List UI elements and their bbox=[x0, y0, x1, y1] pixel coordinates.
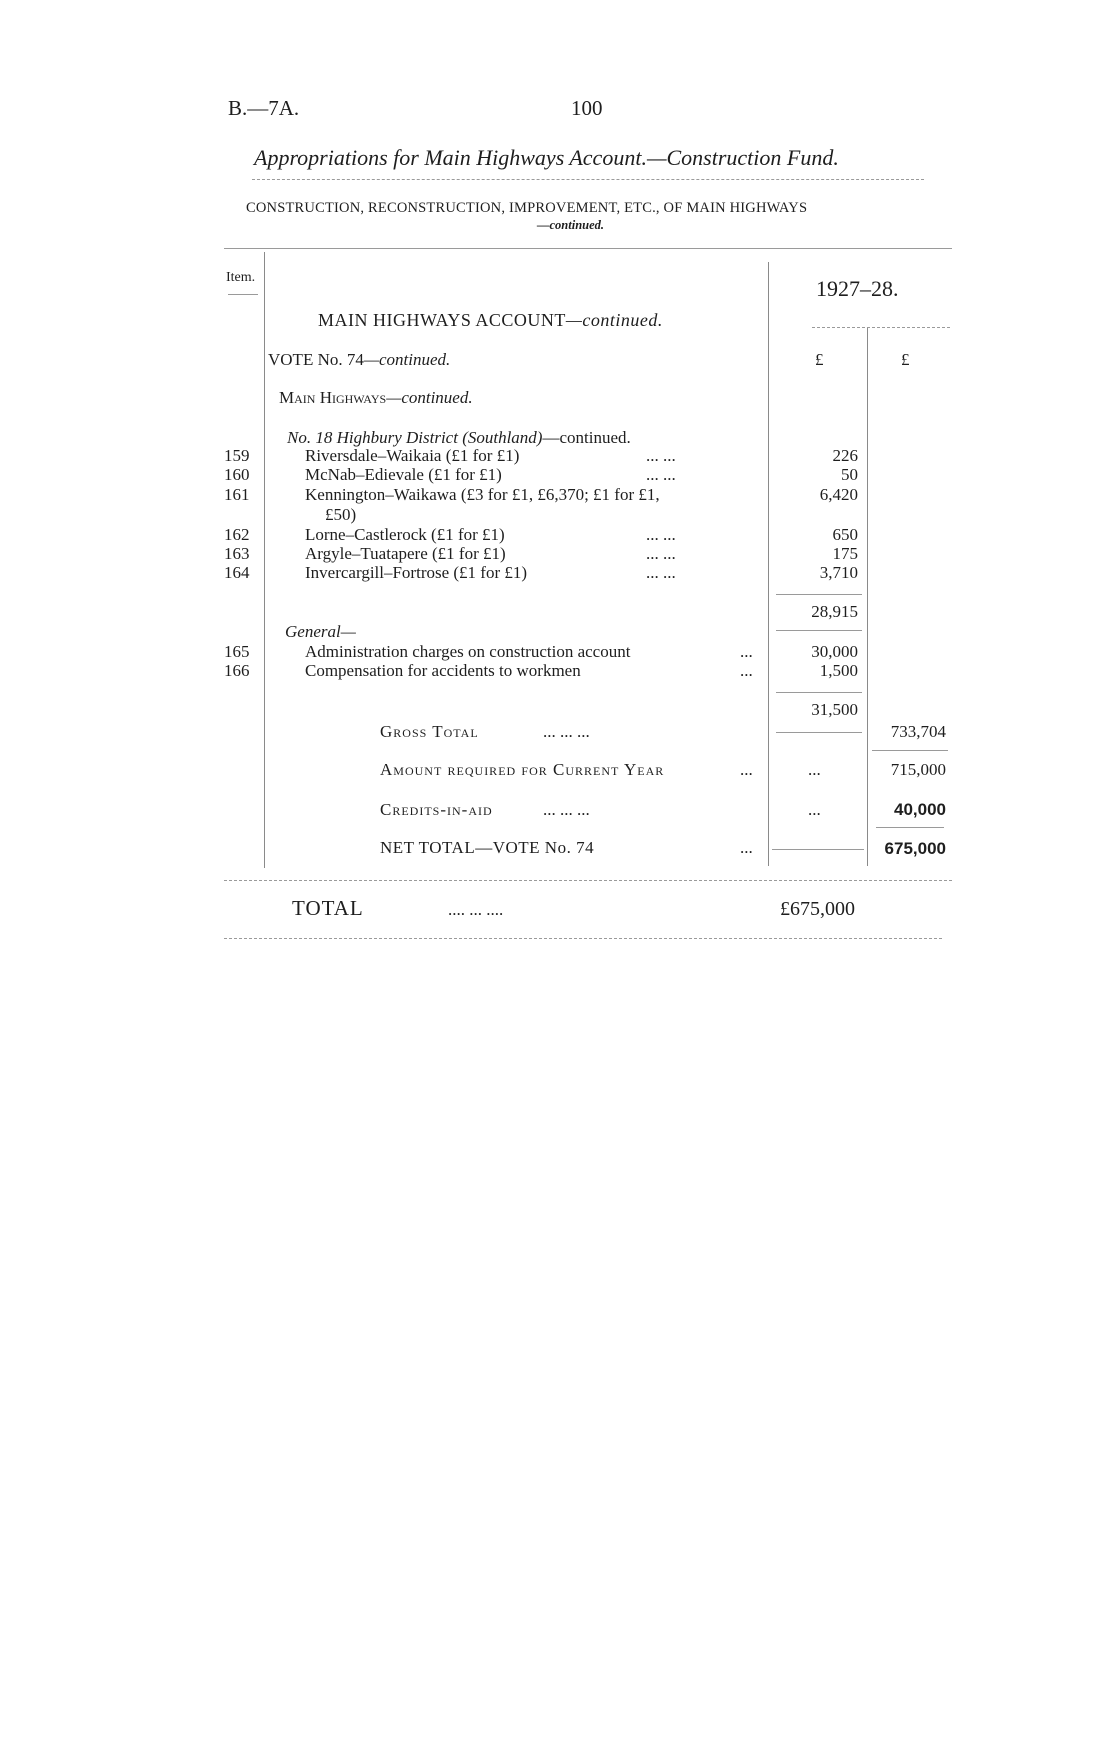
leader-dots: ... ... bbox=[646, 544, 676, 563]
district-heading-label: No. 18 Highbury District (Southland) bbox=[287, 428, 543, 447]
item-description: McNab–Edievale (£1 for £1) bbox=[305, 465, 502, 484]
item-number: 161 bbox=[224, 485, 250, 504]
subtotal-rule bbox=[776, 630, 862, 631]
account-heading-continued: —continued. bbox=[565, 310, 663, 330]
amount-required-col1: ... bbox=[808, 760, 821, 779]
leader-dots: ... ... bbox=[646, 525, 676, 544]
amount-required-value: 715,000 bbox=[890, 760, 946, 779]
account-heading bbox=[318, 310, 663, 331]
item-number: 165 bbox=[224, 642, 250, 661]
item-column-header: Item. bbox=[226, 270, 256, 285]
item-description: Compensation for accidents to workmen bbox=[305, 661, 581, 680]
col1-unit: £ bbox=[815, 350, 824, 369]
item-amount: 3,710 bbox=[819, 563, 858, 582]
vote-heading-label: VOTE No. 74 bbox=[268, 350, 364, 369]
leader-dots: ... ... ... bbox=[543, 722, 590, 741]
district-heading-continued: —continued. bbox=[542, 428, 631, 447]
section-heading bbox=[279, 388, 473, 408]
leader-dots: ... ... bbox=[646, 446, 676, 465]
item-description: Invercargill–Fortrose (£1 for £1) bbox=[305, 563, 528, 582]
year-column-header: 1927–28. bbox=[816, 276, 899, 301]
vote-heading-continued: —continued. bbox=[363, 350, 451, 369]
section-heading-continued: —continued. bbox=[386, 388, 473, 407]
subtotal-rule bbox=[776, 732, 862, 733]
total-value: £675,000 bbox=[780, 898, 855, 920]
item-number: 159 bbox=[224, 446, 250, 465]
net-total-value: 675,000 bbox=[884, 839, 946, 858]
item-amount: 30,000 bbox=[811, 642, 858, 661]
leader-dots: ... ... ... bbox=[543, 800, 590, 819]
item-description: Lorne–Castlerock (£1 for £1) bbox=[305, 525, 505, 544]
item-column-divider bbox=[264, 252, 265, 868]
total-bottom-rule bbox=[224, 938, 942, 939]
leader-dots: ... bbox=[740, 838, 753, 857]
vote-heading bbox=[268, 350, 450, 370]
total-leader-dots: .... ... .... bbox=[448, 900, 504, 919]
credits-in-aid-value: 40,000 bbox=[894, 800, 946, 819]
item-number: 166 bbox=[224, 661, 250, 680]
item-description: Administration charges on construction account bbox=[305, 642, 631, 661]
total-label: TOTAL bbox=[292, 896, 364, 920]
leader-dots: ... ... bbox=[646, 465, 676, 484]
item-amount: 50 bbox=[841, 465, 858, 484]
general-heading: General— bbox=[285, 622, 356, 641]
item-number: 164 bbox=[224, 563, 250, 582]
item-amount: 1,500 bbox=[819, 661, 858, 680]
page-number: 100 bbox=[571, 96, 603, 120]
page-title: Appropriations for Main Highways Account.—Construction Fund. bbox=[254, 145, 839, 170]
gross-total-value: 733,704 bbox=[890, 722, 946, 741]
credits-in-aid-col1: ... bbox=[808, 800, 821, 819]
item-description: Riversdale–Waikaia (£1 for £1) bbox=[305, 446, 520, 465]
total-rule bbox=[872, 750, 948, 751]
leader-dots: ... bbox=[740, 642, 753, 661]
table-bottom-rule bbox=[224, 880, 952, 881]
amount-column-divider bbox=[867, 328, 868, 866]
leader-dots: ... bbox=[740, 661, 753, 680]
item-header-rule bbox=[228, 294, 258, 295]
year-header-rule bbox=[812, 327, 950, 328]
credits-in-aid-label: Credits-in-aid bbox=[380, 800, 493, 819]
item-number: 163 bbox=[224, 544, 250, 563]
leader-dots: ... ... bbox=[646, 563, 676, 582]
general-subtotal: 31,500 bbox=[811, 700, 858, 719]
item-amount: 6,420 bbox=[819, 485, 858, 504]
title-rule bbox=[252, 179, 924, 180]
item-number: 162 bbox=[224, 525, 250, 544]
account-heading-label: MAIN HIGHWAYS ACCOUNT bbox=[318, 310, 566, 330]
net-total-label: NET TOTAL—VOTE No. 74 bbox=[380, 838, 595, 857]
subtotal-rule bbox=[776, 692, 862, 693]
item-amount: 226 bbox=[832, 446, 858, 465]
document-reference: B.—7A. bbox=[228, 96, 300, 120]
item-description: Kennington–Waikawa (£3 for £1, £6,370; £1 for £1, bbox=[305, 485, 660, 504]
section-heading-label: Main Highways bbox=[279, 388, 387, 407]
item-number: 160 bbox=[224, 465, 250, 484]
district-subtotal: 28,915 bbox=[811, 602, 858, 621]
net-total-col1-rule bbox=[772, 849, 864, 850]
leader-dots: ... bbox=[740, 760, 753, 779]
item-amount: 650 bbox=[832, 525, 858, 544]
item-description: Argyle–Tuatapere (£1 for £1) bbox=[305, 544, 506, 563]
description-column-divider bbox=[768, 262, 769, 866]
gross-total-label: Gross Total bbox=[380, 722, 479, 741]
section-subtitle-continued: —continued. bbox=[537, 218, 605, 232]
item-description-continued: £50) bbox=[325, 505, 357, 524]
subtotal-rule bbox=[776, 594, 862, 595]
district-heading bbox=[287, 428, 631, 448]
section-subtitle: CONSTRUCTION, RECONSTRUCTION, IMPROVEMENT, ETC., OF MAIN HIGHWAYS bbox=[246, 200, 808, 216]
item-amount: 175 bbox=[832, 544, 858, 563]
amount-required-label: Amount required for Current Year bbox=[380, 760, 665, 779]
total-rule bbox=[876, 827, 944, 828]
col2-unit: £ bbox=[901, 350, 910, 369]
table-top-rule bbox=[224, 248, 952, 249]
